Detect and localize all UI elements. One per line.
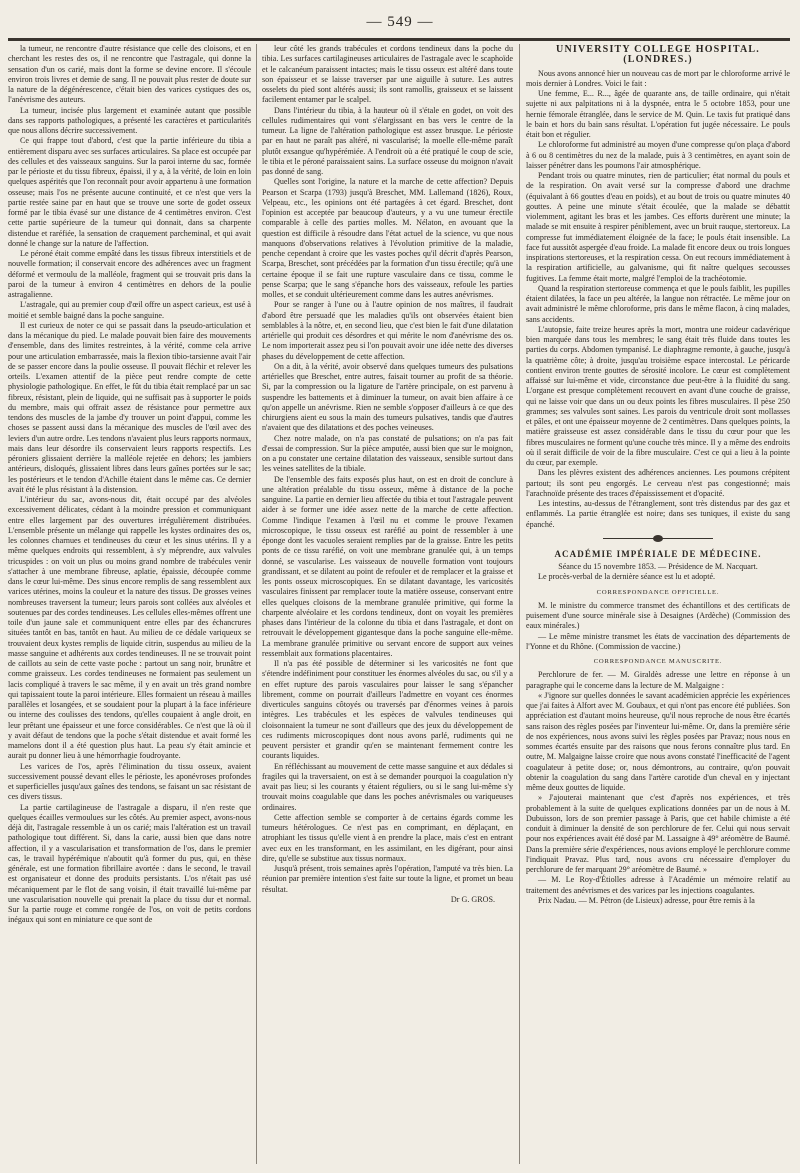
paragraph: Il est curieux de noter ce qui se passait dans la pseudo-articulation et dans la mécanique du pied. Le malade pouvait bien faire des mouvements d'ensemble, dans des limites restreintes, à la vérité, comme cela arrive pour une articulation embarrassée, mais la flexion tibio-tarsienne avait l'air de se passer encore dans la poulie osseuse. Il pouvait fléchir et relever les orteils. L'examen attentif de la pièce peut rendre compte de cette physiologie pathologique. En effet, le fût du tibia était remplacé par un sac fibreux, résistant, plein de liquide, qui ne suffisait pas à supporter le poids du membre, mais qui offrait assez de résistance pour permettre aux tendons des muscles de la jambe d'y trouver un point d'appui, comme les choses se passent aussi dans la mécanique des muscles de l'œil avec des leviers d'un autre ordre. Les tendons n'avaient plus leurs rapports normaux, mais dans leur désordre ils conservaient leurs rapports respectifs. Les péroniers glissaient derrière la malléole rejetée en dehors; les jambiers antérieurs, disloqués, glissaient libres dans leurs gaînes portées sur le sac; les postérieurs et le tendon d'Achille étaient dans le même cas. Ce dernier avait été le plus résistant à la distension. <box>8 320 251 494</box>
paragraph: Dans les plèvres existent des adhérences anciennes. Les poumons crépitent partout; ils sont peu engorgés. Le cerveau n'est pas congestionné; mais l'arachnoïde présente des traces d'épaississement et d'opacité. <box>526 468 790 498</box>
paragraph: Les varices de l'os, après l'élimination du tissu osseux, avaient successivement poussé devant elles le périoste, les aponévroses profondes et superficielles jusqu'aux gaînes des tendons, se faisant un sac résistant de ces divers tissus. <box>8 761 251 802</box>
paragraph: L'intérieur du sac, avons-nous dit, était occupé par des alvéoles excessivement délicates, cédant à la moindre pression et communiquant entre elles largement par des ouvertures irrégulièrement distribuées. L'ensemble présente un mélange qui rappelle les kystes ordinaires des os, les colonnes charnues et tendineuses du cœur et les sinus utérins. Il y a même quelques endroits qui ressemblent, à s'y méprendre, aux valvules tricuspides : on voit un plus ou moins grand nombre de trabécules venir s'attacher à une membrane fibreuse, aplatie, épaissie, découpée comme dans le cœur lui-même. Des sinus encore remplis de sang ressemblent aux varices utérines, moins la couleur et la nature des tissus. De grosses veines nombreuses traversent la tumeur; leurs parois sont collées aux alvéoles et soutenues par des cordes tendineuses. Les cellules elles-mêmes offrent une toile d'un jaune sale et communiquent entre elles par des échancrures situées tantôt en bas, tantôt en haut. Au milieu de ce dédale variqueux se trouvaient deux kystes remplis de liquide citrin, suspendus au milieu de la masse sanguine et adhérents aux cordes tendineuses. Il ne se trouvait point de caillots au sein de cette vaste poche : partout un sang noir, brunâtre et comme graisseux. Les cordes tendineuses ne formaient pas seulement un lacis compliqué à travers le sac même, il y en avait un très grand nombre qui tapissaient toute la paroi intérieure. Elles formaient un réseau à mailles parallèles et losangées, et se soudaient pour la plupart à la face inférieure ou interne des coulisses des tendons, qu'elles coupaient à angle droit, en leur prêtant une épaisseur et une force considérables. Ce n'est que là où il y avait défaut de tendons que la poche s'était distendue et avait formé les mamelons dont il a été question plus haut. La peau s'y était amincie et aurait pu donner lieu à une hémorrhagie foudroyante. <box>8 495 251 761</box>
column-divider-2 <box>519 44 520 1164</box>
paragraph: Quand la respiration stertoreuse commença et que le pouls faiblit, les pupilles étaient dilatées, la face un peu altérée, la langue non rétractée. Le même jour on avait administré le même chloroforme, pris dans le même flacon, à cinq malades, sans accidents. <box>526 283 790 324</box>
paragraph: Le péroné était comme empâté dans les tissus fibreux interstitiels et de nouvelle formation; il conservait encore des adhérences avec un fragment déformé et vermoulu de la malléole, fragment qui se trouvait pris dans la paroi de la tumeur à environ 4 centimètres en dehors de la poulie astragalienne. <box>8 249 251 299</box>
paragraph: Nous avons annoncé hier un nouveau cas de mort par le chloroforme arrivé le mois dernier à Londres. Voici le fait : <box>526 68 790 88</box>
paragraph: L'astragale, qui au premier coup d'œil offre un aspect carieux, est usé à moitié et semble baigné dans la poche sanguine. <box>8 300 251 320</box>
paragraph: Jusqu'à présent, trois semaines après l'opération, l'amputé va très bien. La réunion par première intention s'est faite sur toute la ligne, et promet un beau résultat. <box>262 864 513 894</box>
minutes-line: Le procès-verbal de la dernière séance est lu et adopté. <box>538 572 716 582</box>
ornament-divider <box>603 535 713 542</box>
section-title-hospital: UNIVERSITY COLLEGE HOSPITAL. (LONDRES.) <box>556 44 760 66</box>
header-rule <box>8 38 790 41</box>
page-number: — 549 — <box>366 14 434 30</box>
paragraph: Les intestins, au-dessus de l'étranglement, sont très distendus par des gaz et enflammés. La partie étranglée est noire; dans ses tuniques, il existe du sang épanché. <box>526 499 790 529</box>
manuscript-correspondence-heading: CORRESPONDANCE MANUSCRITE. <box>593 658 723 665</box>
paragraph: — Le même ministre transmet les états de vaccination des départements de l'Yonne et du Rhône. (Commission de vaccine.) <box>526 631 790 651</box>
paragraph: De l'ensemble des faits exposés plus haut, on est en droit de conclure à une altération préalable du tissu osseux, même à distance de la poche sanguine. La partie en dernier lieu affectée du tibia et tout l'astragale peuvent aider à se former une idée assez nette de la marche de cette affection. Comme l'indique l'examen à l'œil nu et comme le prouve l'examen microscopique, le tissu osseux est raréfié au point de ressembler à une éponge dont les vacuoles seraient remplies par de la graisse. Entre les petits ponts de ce tissu raréfié, on voit une membrane granulée qui, à un temps donné, se vascularise. Les vaisseaux de nouvelle formation vont toujours grandissant, et se dilatent au point de refouler et de remplacer et la graisse et les ponts osseux microscopiques. En se dilatant davantage, les varicosités vasculaires finissent par remplacer toute la matière osseuse, conservant entre elles quelques cloisons de la membrane granulée primitive, qui forme la charpente alvéolaire et les cordons tendineux, dont on voyait les premières phases dans l'intérieur de la colonne du tibia et dans l'astragale, et dont on retrouvait le développement gigantesque dans la poche sanguine elle-même. La membrane granulée primitive ou servant encore de support aux veines ressemblait aux formations placentaires. <box>262 474 513 658</box>
paragraph: On a dit, à la vérité, avoir observé dans quelques tumeurs des pulsations artérielles que Breschet, entre autres, faisait tourner au profit de sa théorie. Si, par la compression ou la ligature de l'artère principale, on est parvenu à suspendre les battements et à diminuer la tumeur, on avait bien affaire à ce qu'on appelle un anévrisme. Rien ne semble s'opposer d'ailleurs à ce que des chirurgiens aient eu sous la main des tumeurs pulsatives, tandis que d'autres n'avaient que des dilatations et des poches veineuses. <box>262 361 513 433</box>
paragraph: Cette affection semble se comporter à de certains égards comme les tumeurs hétérologues. Ce n'est pas en comprimant, en déplaçant, en atrophiant les tissus qu'elle vient à en prendre la place, mais c'est en entrant avec eux en les transformant, en les assimilant, en les digérant, pour ainsi dire, qu'elle se substitue aux tissus normaux. <box>262 812 513 863</box>
paragraph: L'autopsie, faite treize heures après la mort, montra une roideur cadavérique bien marquée dans tous les membres; le sang était très fluide dans toutes les parties du corps. Abdomen tympanisé. Le diaphragme remonte, à gauche, jusqu'à la quatrième côte; à droite, jusqu'au troisième espace intercostal. Le péricarde contient environ trente gouttes de sérosité incolore. Le cœur est complètement affaissé sur lui-même et vide, circonstance due peut-être à la fluidité du sang. L'organe est presque complètement recouvert en avant d'une couche de graisse, qui ne laisse voir que dans un ou deux points les fibres musculaires. Il pèse 250 grammes; ses valvules sont saines. Les parois du ventricule droit sont mollasses et pâles, et ont une épaisseur moyenne de 2 centimètres. Dans quelques points, la matière graisseuse est assez considérable dans le tissu du cœur pour que les fibres musculaires ne forment qu'une couche très mince. Il y a même des endroits où il serait difficile de voir de la fibre musculaire. C'est ce qui a lieu à la pointe du cœur, par exemple. <box>526 324 790 467</box>
author-signature: Dr G. GROS. <box>450 894 495 904</box>
column-divider-1 <box>256 44 257 1164</box>
paragraph: Prix Nadau. — M. Pétron (de Lisieux) adresse, pour être remis à la <box>538 895 755 905</box>
paragraph: Dans l'intérieur du tibia, à la hauteur où il s'étale en godet, on voit des cellules rudimentaires qui vont s'élargissant en bas vers le centre de la tumeur. La ligne de l'altération pathologique est assez brusque. Le périoste par en haut ne paraît pas altéré, ni vascularisé; la moelle elle-même paraît plutôt exsangue qu'hypérémiée. A l'endroit où a été pratiqué le coup de scie, le tibia et le péroné paraissaient sains. La surface osseuse du moignon n'avait pas donné de sang. <box>262 105 513 176</box>
column-2 <box>262 44 513 1164</box>
official-correspondence-heading: CORRESPONDANCE OFFICIELLE. <box>596 588 720 596</box>
paragraph: La partie cartilagineuse de l'astragale a disparu, il n'en reste que quelques écailles vermoulues sur les côtés. Au premier aspect, avons-nous déjà dit, l'astragale ressemble à un os carié; mais l'altération est un travail pathologique tout différent. Si, dans la carie, aussi bien que dans notre affection, il y a vascularisation et transformation de l'os, dans le premier cas, le travail hypérémique n'aboutit qu'à former du pus, qui, en thèse générale, est une formation fibrillaire avortée : dans le second, le travail est organisateur et donne des produits persistants. L'os n'était pas usé mécaniquement par le flot de sang voisin, il était travaillé lui-même par une vascularisation nouvelle qui prenait la place du tissu dur et normal. Sur la partie rouge et comme rongée de l'os, on voit de petits cordons inégaux qui sont en miniature ce que sont de <box>8 802 251 925</box>
paragraph: M. le ministre du commerce transmet des échantillons et des certificats de puisement d'une source minérale sise à Desaignes (Ardèche) (Commission des eaux minérales.) <box>526 600 790 631</box>
column-1 <box>8 44 251 1164</box>
paragraph: — M. Le Roy-d'Étiolles adresse à l'Académie un mémoire relatif au traitement des anévrismes et des varices par les injections coagulantes. <box>526 875 790 895</box>
paragraph: « J'ignore sur quelles données le savant académicien apprécie les expériences que j'ai faites à Alfort avec M. Goubaux, et qui n'ont pas encore été publiées. Son appréciation est d'autant moins heureuse, qu'il nous reproche de nous être écartés sans raison des règles posées par l'inventeur lui-même. Or, dans la première série de nos expériences, nous avons suivi les règles posées par Pravaz; nous nous en sommes écartés ensuite par des raisons que nous ferons connaître plus tard. En outre, M. Malgaigne laisse croire que nous avons constaté l'inefficacité de l'agent coagulateur à petite dose; or, nous démontrons, au contraire, qu'on pouvait obtenir la coagulation du sang dans l'artère carotide d'un cheval en y injectant même deux gouttes de liquide. <box>526 690 790 792</box>
paragraph: Ce qui frappe tout d'abord, c'est que la partie inférieure du tibia a entièrement disparu avec ses surfaces articulaires. Sa place est occupée par des cellules et des vaisseaux sanguins. Sur la paroi interne du sac, formée par le périoste et du tissu fibreux, épaissi, il y a, à la vérité, de loin en loin quelques aspérités que l'on reconnaît pour avoir appartenu à une formation osseuse; mais l'os ne présente aucune continuité, et ce n'est que vers la partie restée saine par en haut que se trouve une sorte de godet osseux formé par le tibia évasé sur une distance de 4 centimètres environ. C'est cette partie supérieure de la tumeur qui donnait, dans sa charpente distendue et raréfiée, la sensation de craquement parcheminal, et qui avait donné le change sur la nature de l'affection. <box>8 136 251 248</box>
section-title-academy: ACADÉMIE IMPÉRIALE DE MÉDECINE. <box>554 548 762 559</box>
paragraph: Il n'a pas été possible de déterminer si les varicosités ne font que s'étendre indéfiniment pour constituer les énormes alvéoles du sac, ou s'il y a en effet rupture des parois vasculaires pour laisser le sang s'épancher librement, comme on pourrait d'ailleurs l'admettre en voyant ces énormes diverticules sanguins côtoyés ou traversés par d'énormes veines à parois intègres. Les trabécules et les espèces de valvules tendineuses qui cloisonnaient la tumeur ne sont d'ailleurs que des jeux du développement de ces rudiments microscopiques dont nous avons parlé, rudiments qui ne peuvent persister et grandir qu'en se maintenant fermement contre les courants liquides. <box>262 659 513 761</box>
paragraph: la tumeur, ne rencontre d'autre résistance que celle des cloisons, et en cherchant les restes des os, il ne rencontre que l'astragale, qui donne la sensation d'un os carié, mais dont la forme se devine encore. Il s'écoule environ trois livres et demie de sang. Il ne pouvait plus rester de doute sur la nature de la dégénérescence, c'était bien des varices cystiques des os, l'anévrisme des auteurs. <box>8 44 251 105</box>
paragraph: Une femme, E... R..., âgée de quarante ans, de taille ordinaire, qui n'était sujette ni aux palpitations ni à la dyspnée, entra le 5 octobre 1853, pour une hernie fémorale étranglée, dans le service de M. Quin. Le taxis fut pratiqué dans le bain et hors du bain sans résultat. L'opération fut jugée nécessaire. Le pouls était bon et régulier. <box>526 89 790 139</box>
paragraph: La tumeur, incisée plus largement et examinée autant que possible dans ses rapports pathologiques, a présenté les caractères et particularités que nous allons décrire successivement. <box>8 105 251 135</box>
paragraph: En réfléchissant au mouvement de cette masse sanguine et aux dédales si fragiles qui la traversaient, on est à se demander pourquoi la coagulation n'y avait pas lieu; si les courants y étaient réguliers, ou si le sang lui-même s'y trouvait moins coagulable que dans les poches anévrismales ou variqueuses ordinaires. <box>262 761 513 812</box>
paragraph: Le chloroforme fut administré au moyen d'une compresse qu'on plaça d'abord à 6 ou 8 centimètres du nez de la malade, puis à 3 centimètres, en ayant soin de laisser pénétrer dans les poumons l'air atmosphérique. <box>526 140 790 170</box>
paragraph: leur côté les grands trabécules et cordons tendineux dans la poche du tibia. Les surfaces cartilagineuses articulaires de l'astragale avec le scaphoïde et le calcanéum paraissent intactes; mais le tissu osseux est altéré dans toute son épaisseur et se laisse traverser par une aiguille à suture. Les autres osselets du pied sont altérés aussi; ils sont ramollis, graisseux et se laissent facilement entamer par le scalpel. <box>262 44 513 105</box>
session-line: Séance du 15 novembre 1853. — Présidence de M. Nacquart. <box>558 562 758 571</box>
paragraph: Perchlorure de fer. — M. Giraldès adresse une lettre en réponse à un paragraphe qui le concerne dans la lecture de M. Malgaigne : <box>526 670 790 690</box>
paragraph: » J'ajouterai maintenant que c'est d'après nos expériences, et très probablement à la suite de quelques explications données par un de nous à M. Dubuisson, lors de son premier passage à Paris, que cet habile chimiste a été conduit à diminuer la densité de son perchlorure de fer. Celui qui nous servait pour nos expériences avait été dosé par M. Lassaigne à 49° aréomètre de Baumé. Dans la première série d'expériences, nous avions employé le perchlorure comme l'indiquait Pravaz. Plus tard, nous avons cru nécessaire d'employer du perchlorure de fer marquant 29° aréomètre de Baumé. » <box>526 793 790 874</box>
paragraph: Quelles sont l'origine, la nature et la marche de cette affection? Depuis Pearson et Scarpa (1793) jusqu'à Breschet, MM. Lallemand (1826), Roux, Velpeau, etc., les opinions ont été partagées à cet égard. Breschet, dont l'opinion est acceptée par beaucoup d'auteurs, y a vu une tumeur érectile comparable à celle des parties molles. M. Nélaton, en avouant que la question est difficile à résoudre dans l'état actuel de la science, vu que nous manquons d'observations relatives à l'évolution primitive de la maladie, penche cependant à croire que les vastes poches qu'il décrit d'après Pearson, Scarpa, Breschet, sont précédées par la formation d'un tissu érectile; qu'à une certaine époque il se fait une rupture vasculaire dans ce tissu, comme le pense Scarpa; que le sang s'épanche hors des vaisseaux, refoule les parties molles, et se conduit ultérieurement comme dans les autres anévrismes. <box>262 177 513 299</box>
column-3 <box>526 44 790 1164</box>
paragraph: Pendant trois ou quatre minutes, rien de particulier; état normal du pouls et de la respiration. On avait versé sur la compresse d'abord une drachme (équivalant à 66 gouttes d'eau en poids), et au bout de trois ou quatre minutes 40 gouttes. A peine une minute s'était écoulée, que la malade se débattit violemment, agitant les bras et les jambes. Ces efforts durèrent une minute; la malade se mit ensuite à respirer péniblement, avec un bruit rauque, stertoreux. La compresse fut immédiatement éloignée de la face; le pouls était insensible. La face fut aussitôt aspergée d'eau froide. La malade fit encore deux ou trois longues inspirations stertoreuses, et la respiration cessa. On eut recours immédiatement à la respiration artificielle, au galvanisme, qui fit naître quelques secousses fugitives. La femme était morte, malgré l'emploi de la trachéotomie. <box>526 171 790 283</box>
paragraph: Pour se ranger à l'une ou à l'autre opinion de nos maîtres, il faudrait d'abord être persuadé que les maladies qu'ils ont observées étaient bien semblables à la nôtre, et, en second lieu, que c'est bien le fait d'une dilatation artérielle qui produit ces désordres et qui mérite le nom d'anévrisme des os. Le nom importerait assez peu si l'on pouvait avoir une idée nette des diverses phases du développement de cette affection. <box>262 300 513 361</box>
paragraph: Chez notre malade, on n'a pas constaté de pulsations; on n'a pas fait d'essai de compression. Sur la pièce amputée, aussi bien que sur le moignon, on a pu constater une certaine dilatation des vaisseaux, sensible surtout dans les veines satellites de la tibiale. <box>262 433 513 474</box>
